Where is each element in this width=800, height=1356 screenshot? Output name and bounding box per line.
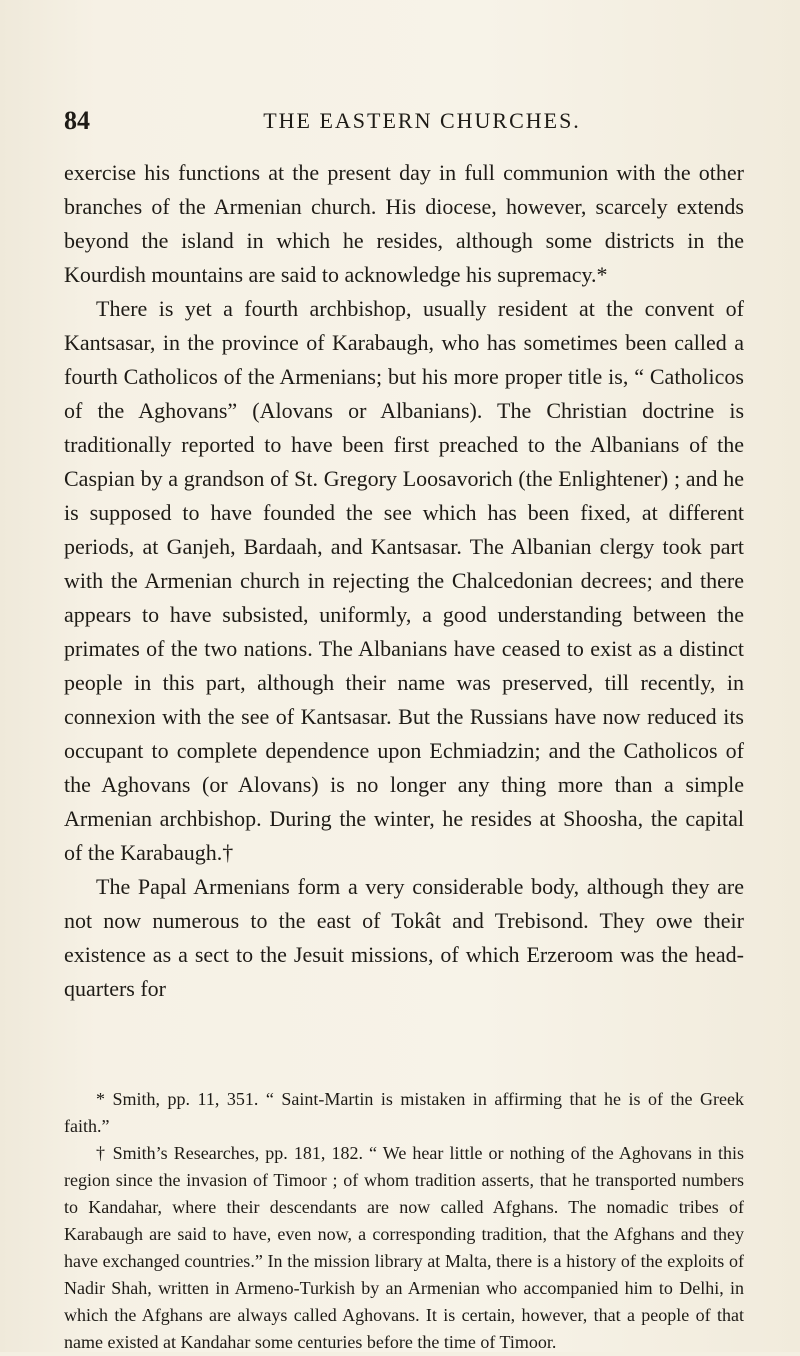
page-number: 84 (64, 106, 90, 135)
running-head: THE EASTERN CHURCHES. (263, 108, 581, 133)
body-text (64, 156, 744, 1006)
paragraph: The Papal Armenians form a very considerable body, although they are not now numerous to the east of Tokât and Trebisond. They owe their existence as a sect to the Jesuit missions, of which Erzeroom was the head-quarters for (64, 874, 744, 1001)
footnote: * Smith, pp. 11, 351. “ Saint-Martin is mistaken in affirming that he is of the Greek faith.” (64, 1089, 744, 1136)
page-header (64, 106, 744, 136)
footnote: † Smith’s Researches, pp. 181, 182. “ We hear little or nothing of the Aghovans in this region since the invasion of Timoor ; of whom tradition asserts, that he transported numbers to Kandahar, where their descendants are now called Afghans. The nomadic tribes of Karabaugh are said to have, even now, a corresponding tradition, that the Afghans and they have exchanged countries.” In the mission library at Malta, there is a history of the exploits of Nadir Shah, written in Armeno-Turkish by an Armenian who accompanied him to Delhi, in which the Afghans are always called Aghovans. It is certain, however, that a people of that name existed at Kandahar some centuries before the time of Timoor. (64, 1143, 744, 1352)
paragraph: There is yet a fourth archbishop, usually resident at the convent of Kantsasar, in the province of Karabaugh, who has sometimes been called a fourth Catholicos of the Armenians; but his more proper title is, “ Catholicos of the Aghovans” (Alovans or Albanians). The Christian doctrine is traditionally reported to have been first preached to the Albanians of the Caspian by a grandson of St. Gregory Loosavorich (the Enlightener) ; and he is supposed to have founded the see which has been fixed, at different periods, at Ganjeh, Bardaah, and Kantsasar. The Albanian clergy took part with the Armenian church in rejecting the Chalcedonian decrees; and there appears to have subsisted, uniformly, a good understanding between the primates of the two nations. The Albanians have ceased to exist as a distinct people in this part, although their name was preserved, till recently, in connexion with the see of Kantsasar. But the Russians have now reduced its occupant to complete dependence upon Echmiadzin; and the Catholicos of the Aghovans (or Alovans) is no longer any thing more than a simple Armenian archbishop. During the winter, he resides at Shoosha, the capital of the Karabaugh.† (64, 296, 744, 865)
footnotes (64, 1086, 744, 1356)
paragraph: exercise his functions at the present day in full communion with the other branches of the Armenian church. His diocese, however, scarcely extends beyond the island in which he resides, although some districts in the Kourdish mountains are said to acknowledge his supremacy.* (64, 160, 744, 287)
